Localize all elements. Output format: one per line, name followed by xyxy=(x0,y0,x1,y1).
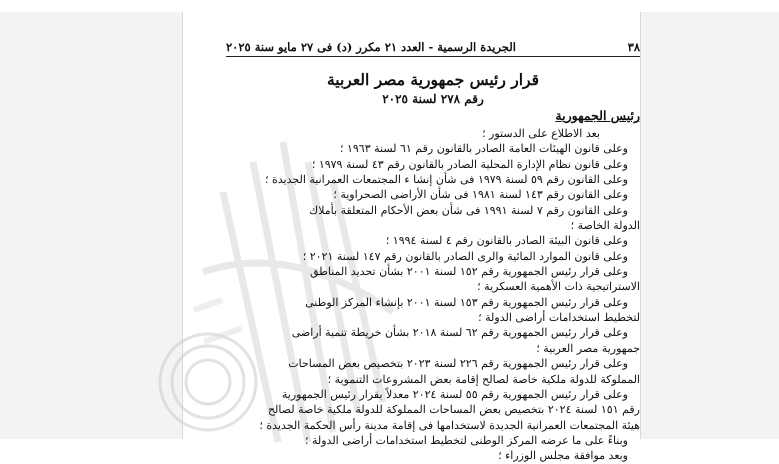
preamble-line: وعلى قرار رئيس الجمهورية رقم ١٥٢ لسنة ٢٠٠١ بشأن تحديد المناطق xyxy=(309,265,628,279)
preamble-line: وعلى قانون البيئة الصادر بالقانون رقم ٤ لسنة ١٩٩٤ ؛ xyxy=(385,234,628,248)
header-divider xyxy=(226,56,640,57)
preamble-line: الاستراتيجية ذات الأهمية العسكرية ؛ xyxy=(477,280,640,294)
left-margin-panel xyxy=(0,12,183,439)
preamble-line: وعلى قرار رئيس الجمهورية رقم ٦٢ لسنة ٢٠١٨ بشأن خريطة تنمية أراضى xyxy=(291,326,628,340)
page-number: ٣٨ xyxy=(627,40,640,54)
gazette-page xyxy=(183,12,640,463)
preamble-line: المملوكة للدولة ملكية خاصة لصالح إقامة بعض المشروعات التنموية ؛ xyxy=(327,372,640,386)
preamble-line: وعلى قرار رئيس الجمهورية رقم ٢٢٦ لسنة ٢٠٢٣ بتخصيص بعض المساحات xyxy=(288,357,628,371)
preamble-line: بعد الاطلاع على الدستور ؛ xyxy=(482,127,600,140)
gazette-issue-info: الجريدة الرسمية - العدد ٢١ مكرر (د) فى ٢٧ مايو سنة ٢٠٢٥ xyxy=(226,40,516,54)
preamble-line: وبناءً على ما عرضه المركز الوطنى لتخطيط استخدامات أراضى الدولة ؛ xyxy=(305,433,628,447)
preamble-line: جمهورية مصر العربية ؛ xyxy=(536,341,640,355)
preamble-line: وعلى قانون الهيئات العامة الصادر بالقانون رقم ٦١ لسنة ١٩٦٣ ؛ xyxy=(339,142,628,156)
right-margin-panel xyxy=(640,12,779,439)
preamble-line: وعلى القانون رقم ٧ لسنة ١٩٩١ فى شأن بعض الأحكام المتعلقة بأملاك xyxy=(309,203,628,217)
decree-number: رقم ٢٧٨ لسنة ٢٠٢٥ xyxy=(382,92,484,106)
gazette-header xyxy=(226,40,640,54)
preamble-line: لتخطيط استخدامات أراضى الدولة ؛ xyxy=(478,311,640,325)
preamble-line: وعلى قانون الموارد المائية والرى الصادر بالقانون رقم ١٤٧ لسنة ٢٠٢١ ؛ xyxy=(302,249,628,263)
preamble-line: وعلى القانون رقم ٥٩ لسنة ١٩٧٩ فى شأن إنشا ء المجتمعات العمرانية الجديدة ؛ xyxy=(265,173,628,187)
viewer-top-strip xyxy=(0,0,779,12)
issuer-heading: رئيس الجمهورية xyxy=(555,108,640,123)
preamble-line: وعلى القانون رقم ١٤٣ لسنة ١٩٨١ فى شأن الأراضى الصحراوية ؛ xyxy=(333,188,628,202)
preamble-line: هيئة المجتمعات العمرانية الجديدة لاستخدامها فى إقامة مدينة رأس الحكمة الجديدة ؛ xyxy=(259,418,640,432)
preamble-line: الدولة الخاصة ؛ xyxy=(570,219,640,233)
preamble-line: وعلى قانون نظام الإدارة المحلية الصادر بالقانون رقم ٤٣ لسنة ١٩٧٩ ؛ xyxy=(311,157,628,171)
preamble-line: رقم ١٥١ لسنة ٢٠٢٤ بتخصيص بعض المساحات المملوكة للدولة ملكية خاصة لصالح xyxy=(267,403,640,417)
decree-title: قرار رئيس جمهورية مصر العربية xyxy=(326,70,540,89)
preamble-line: وبعد موافقة مجلس الوزراء ؛ xyxy=(498,449,628,463)
preamble-line: وعلى قرار رئيس الجمهورية رقم ٥٥ لسنة ٢٠٢٤ معدلاً بقرار رئيس الجمهورية xyxy=(281,387,628,401)
decree-preamble xyxy=(183,126,640,464)
preamble-line: وعلى قرار رئيس الجمهورية رقم ١٥٣ لسنة ٢٠٠١ بإنشاء المركز الوطنى xyxy=(305,295,628,309)
